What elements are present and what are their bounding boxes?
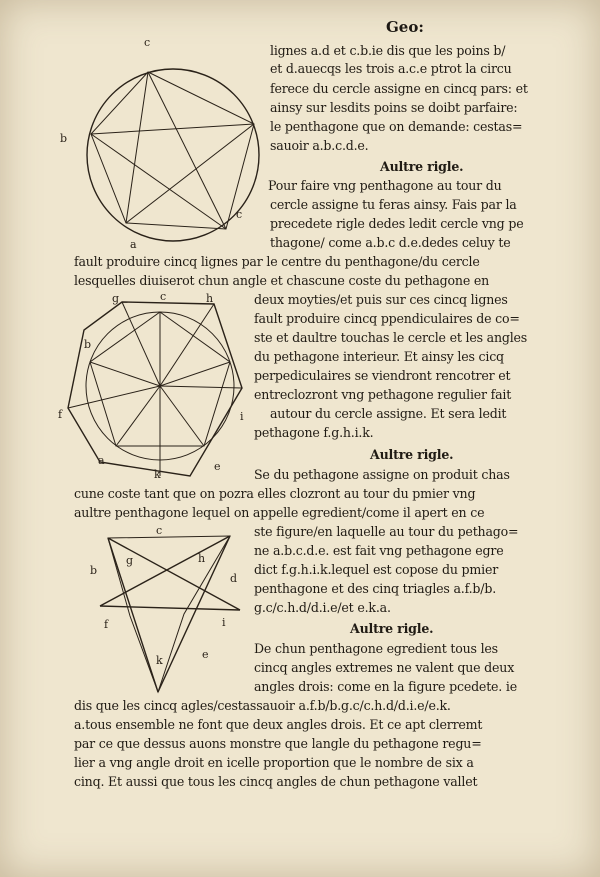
outer-pentagon-shape	[91, 72, 254, 229]
label-g: g	[126, 554, 134, 567]
text-line: sauoir a.b.c.d.e.	[270, 138, 369, 153]
text-line: thagone/ come a.b.c d.e.dedes celuy te	[270, 235, 511, 250]
label-f: f	[58, 408, 63, 421]
text-line: dis que les cincq agles/cestassauoir a.f.b/b.g.c/c.h.d/d.i.e/e.k.	[74, 698, 451, 713]
label-c: c	[156, 524, 163, 537]
section-heading: Aultre rigle.	[350, 621, 434, 636]
section-heading: Aultre rigle.	[370, 447, 454, 462]
label-e: e	[202, 648, 209, 661]
text-line: cercle assigne tu feras ainsy. Fais par la	[270, 197, 517, 212]
text-line: ste et daultre touchas le cercle et les angles	[254, 330, 528, 345]
circle-shape	[87, 69, 259, 241]
label-b-left: b	[60, 132, 68, 145]
label-k: k	[154, 468, 161, 481]
text-line: Se du pethagone assigne on produit chas	[254, 467, 510, 482]
text-line: fault produire cincq ppendiculaires de co=	[254, 311, 520, 326]
text-line: pethagone f.g.h.i.k.	[254, 425, 374, 440]
text-line: lesquelles diuiserot chun angle et chascune coste du pethagone en	[74, 273, 490, 288]
label-i: i	[222, 616, 226, 629]
text-line: du pethagone interieur. Et ainsy les cicq	[254, 349, 504, 364]
text-line: aultre penthagone lequel on appelle egredient/come il apert en ce	[74, 505, 485, 520]
label-h: h	[198, 552, 206, 565]
text-line: cincq angles extremes ne valent que deux	[254, 660, 515, 675]
label-f: f	[104, 618, 109, 631]
text-line: deux moyties/et puis sur ces cincq lignes	[254, 292, 508, 307]
text-line: ne a.b.c.d.e. est fait vng pethagone egre	[254, 543, 504, 558]
figure-pentagon-in-circle	[60, 30, 270, 255]
label-a: a	[98, 454, 105, 467]
text-line: lier a vng angle droit en icelle proportion que le nombre de six a	[74, 755, 474, 770]
label-k: k	[156, 654, 163, 667]
label-d: d	[230, 572, 238, 585]
outer-pentagon-shape	[68, 302, 242, 476]
text-line: a.tous ensemble ne font que deux angles drois. Et ce apt clerremt	[74, 717, 483, 732]
text-line: par ce que dessus auons monstre que langle du pethagone regu=	[74, 736, 482, 751]
text-line: et d.auecqs les trois a.c.e ptrot la circu	[270, 61, 512, 76]
text-line: ainsy sur lesdits poins se doibt parfaire:	[270, 100, 518, 115]
label-c-right: c	[236, 208, 243, 221]
figure-egredient-pentagon	[80, 522, 250, 704]
text-line: fault produire cincq lignes par le centre du penthagone/du cercle	[74, 254, 480, 269]
label-g: g	[112, 292, 120, 305]
text-line: cune coste tant que on pozra elles clozront au tour du pmier vng	[74, 486, 476, 501]
page-header: Geo:	[386, 18, 424, 36]
label-e: e	[214, 460, 221, 473]
text-line: dict f.g.h.i.k.lequel est copose du pmier	[254, 562, 499, 577]
label-b: b	[84, 338, 92, 351]
text-line: De chun penthagone egredient tous les	[254, 641, 498, 656]
text-line: cinq. Et aussi que tous les cincq angles de chun pethagone vallet	[74, 774, 478, 789]
label-h: h	[206, 292, 214, 305]
label-b: b	[90, 564, 98, 577]
label-c: c	[160, 290, 167, 303]
text-line: lignes a.d et c.b.ie dis que les poins b/	[270, 43, 506, 58]
text-line: perpediculaires se viendront rencotrer et	[254, 368, 511, 383]
text-line: le penthagone que on demande: cestas=	[270, 119, 523, 134]
text-line: autour du cercle assigne. Et sera ledit	[270, 406, 507, 421]
label-a-bottom: a	[130, 238, 137, 251]
text-line: Pour faire vng penthagone au tour du	[268, 178, 502, 193]
text-line: ferece du cercle assigne en cincq pars: et	[270, 81, 528, 96]
text-line: angles drois: come en la figure pcedete. ie	[254, 679, 517, 694]
text-line: penthagone et des cinq triagles a.f.b/b.	[254, 581, 496, 596]
label-c-top: c	[144, 36, 151, 49]
text-line: precedete rigle dedes ledit cercle vng pe	[270, 216, 524, 231]
text-line: entreclozront vng pethagone regulier fait	[254, 387, 512, 402]
label-i: i	[240, 410, 244, 423]
text-line: g.c/c.h.d/d.i.e/et e.k.a.	[254, 600, 391, 615]
section-heading: Aultre rigle.	[380, 159, 464, 174]
text-line: ste figure/en laquelle au tour du pethago=	[254, 524, 519, 539]
figure-pentagon-around-circle	[58, 290, 250, 486]
